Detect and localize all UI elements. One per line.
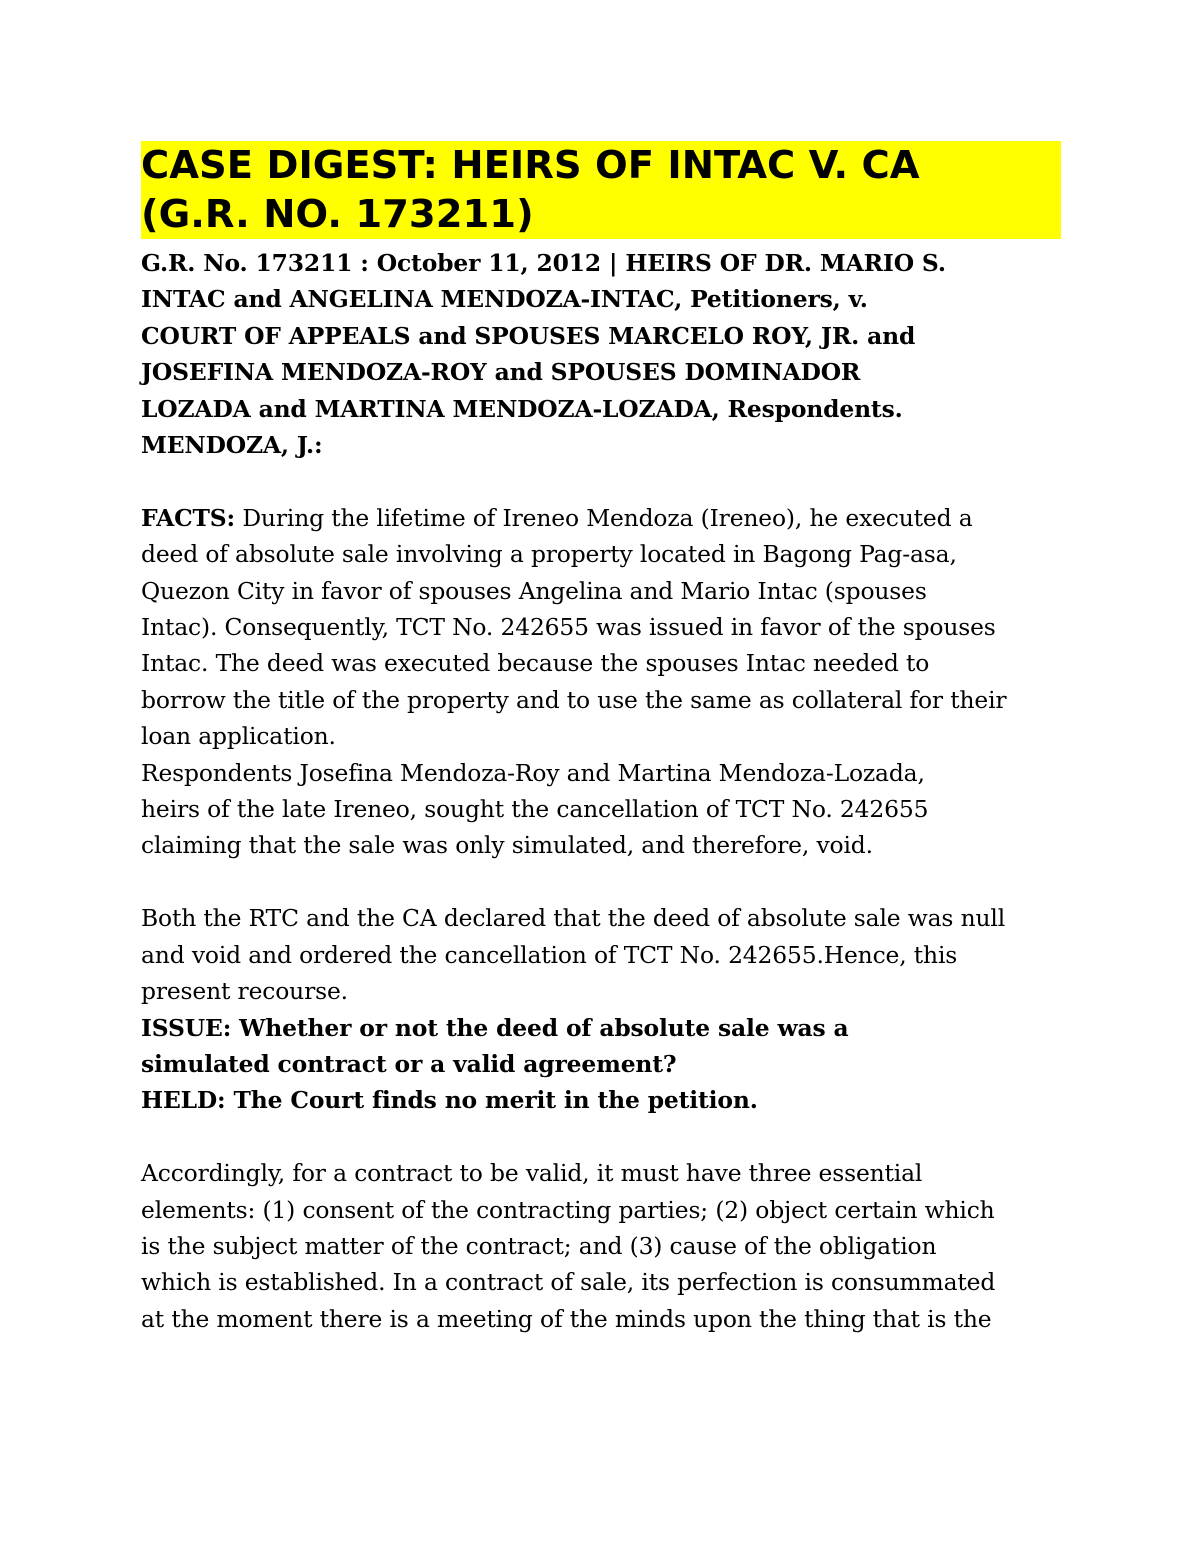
ponente: MENDOZA, J.: <box>141 431 323 460</box>
title-line-1: CASE DIGEST: HEIRS OF INTAC V. CA <box>141 143 920 188</box>
caption-line: INTAC and ANGELINA MENDOZA-INTAC, Petitioners, v. <box>141 285 868 314</box>
caption-line: G.R. No. 173211 : October 11, 2012 | HEIRS OF DR. MARIO S. <box>141 249 946 277</box>
facts-line: Intac. The deed was executed because the spouses Intac needed to <box>141 649 930 678</box>
issue-heading <box>141 1010 1061 1083</box>
facts-line: borrow the title of the property and to use the same as collateral for their <box>141 685 1007 714</box>
ruling-line: Accordingly, for a contract to be valid, it must have three essential <box>141 1159 923 1188</box>
held-heading <box>141 1082 1061 1118</box>
facts-line: Intac). Consequently, TCT No. 242655 was issued in favor of the spouses <box>141 613 996 642</box>
held-line: HELD: The Court finds no merit in the petition. <box>141 1086 758 1115</box>
document-title <box>141 141 1061 239</box>
facts-line: Quezon City in favor of spouses Angelina and Mario Intac (spouses <box>141 576 927 605</box>
ruling-paragraph <box>141 1155 1061 1337</box>
facts-label: FACTS: <box>141 503 236 532</box>
facts-first-line <box>141 500 1061 536</box>
facts-line: deed of absolute sale involving a property located in Bagong Pag-asa, <box>141 540 957 569</box>
issue-line: simulated contract or a valid agreement? <box>141 1049 677 1078</box>
caption-line: LOZADA and MARTINA MENDOZA-LOZADA, Respondents. <box>141 394 903 423</box>
facts-line: loan application. <box>141 722 336 751</box>
facts-line: and void and ordered the cancellation of TCT No. 242655.Hence, this <box>141 940 958 969</box>
ruling-line: at the moment there is a meeting of the minds upon the thing that is the <box>141 1304 992 1333</box>
facts-line: Both the RTC and the CA declared that the deed of absolute sale was null <box>141 904 1006 933</box>
ruling-line: which is established. In a contract of sale, its perfection is consummated <box>141 1268 996 1297</box>
facts-first-line-text: During the lifetime of Ireneo Mendoza (Ireneo), he executed a <box>235 503 973 532</box>
facts-line: Respondents Josefina Mendoza-Roy and Martina Mendoza-Lozada, <box>141 758 925 787</box>
facts-line: heirs of the late Ireneo, sought the cancellation of TCT No. 242655 <box>141 795 929 824</box>
ruling-line: elements: (1) consent of the contracting parties; (2) object certain which <box>141 1195 995 1224</box>
issue-line: ISSUE: Whether or not the deed of absolute sale was a <box>141 1013 849 1042</box>
facts-paragraph <box>141 500 1061 864</box>
caption-line: JOSEFINA MENDOZA-ROY and SPOUSES DOMINADOR <box>141 358 861 387</box>
title-line-2: (G.R. NO. 173211) <box>141 192 534 237</box>
facts-line: present recourse. <box>141 977 348 1006</box>
caption-line: COURT OF APPEALS and SPOUSES MARCELO ROY, JR. and <box>141 321 916 350</box>
facts-paragraph-3 <box>141 900 1061 1009</box>
facts-line: claiming that the sale was only simulated, and therefore, void. <box>141 831 873 860</box>
document-content <box>141 141 1061 1337</box>
ruling-line: is the subject matter of the contract; and (3) cause of the obligation <box>141 1231 937 1260</box>
case-caption <box>141 245 1061 427</box>
title-highlight <box>141 141 1061 239</box>
